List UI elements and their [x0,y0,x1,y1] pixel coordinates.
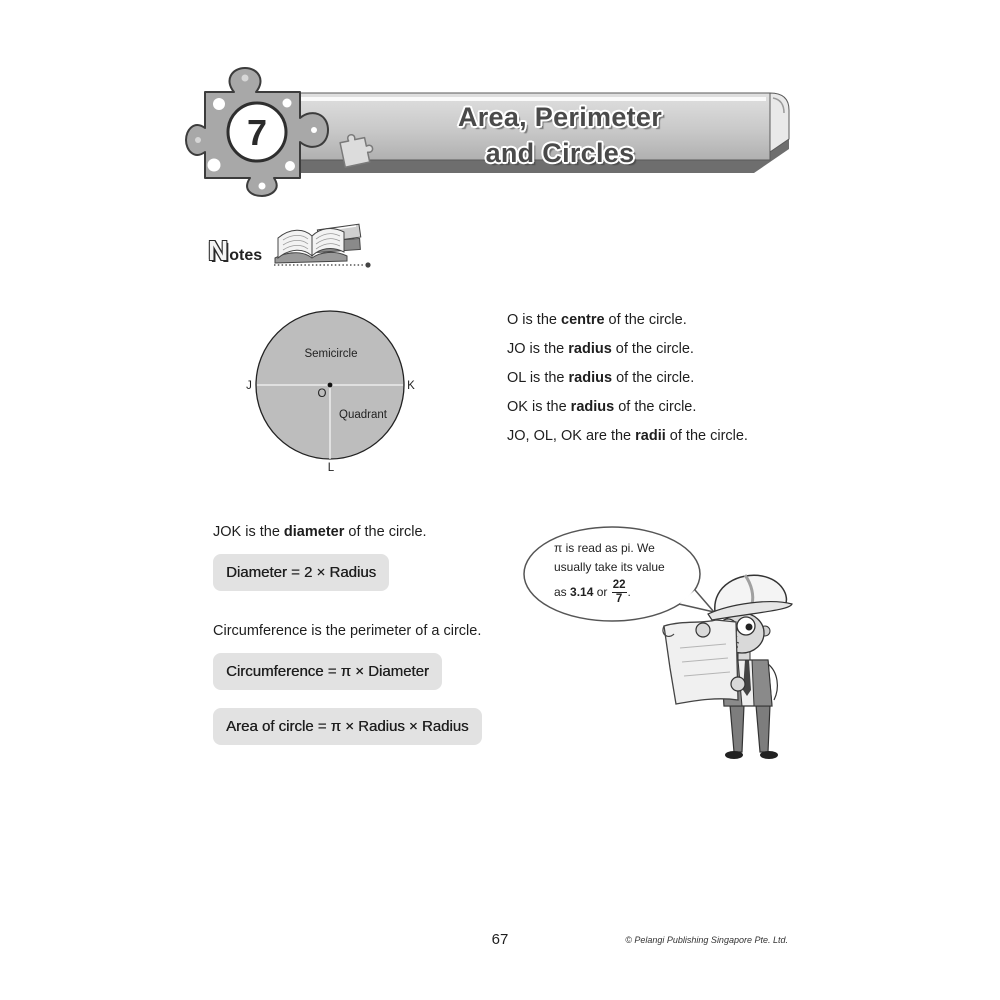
bubble-line-1: π is read as pi. We [554,541,655,555]
label-semicircle: Semicircle [304,348,358,360]
definition-term: radius [568,370,613,386]
bubble-line-3 [554,576,631,608]
centre-point [328,383,333,388]
bubble-text: or [593,585,611,599]
definition-term: centre [561,312,605,328]
note-text: JOK is the [213,524,284,540]
notes-heading: Notes [208,235,263,266]
definition-text: of the circle. [665,428,748,444]
chapter-number: 7 [246,112,268,153]
label-point-l: L [327,462,335,474]
puzzle-piece-icon [186,68,328,196]
note-term: diameter [283,524,345,540]
bubble-text: as [554,585,571,599]
definition-text: of the circle. [604,312,687,328]
chapter-title-line-1: Area, Perimeter [457,102,663,132]
definition-radius-jo [507,339,694,359]
definition-radius-ok [507,397,696,417]
definition-text: of the circle. [611,341,694,357]
page-number: 67 [491,931,509,948]
copyright-notice: © Pelangi Publishing Singapore Pte. Ltd. [625,935,788,945]
pi-value-fraction [612,579,627,606]
circumference-note: Circumference is the perimeter of a circle. [213,623,482,639]
definition-centre [507,310,687,330]
pi-value-decimal: 3.14 [570,585,594,599]
label-point-j: J [246,380,252,392]
definition-text: OK is the [507,399,571,415]
fraction-numerator: 22 [612,579,626,592]
circle-diagram [246,311,415,474]
note-text: of the circle. [344,524,427,540]
definition-text: of the circle. [614,399,697,415]
definition-term: radius [570,399,615,415]
definition-text: of the circle. [612,370,695,386]
definition-term: radius [568,341,612,357]
books-icon [275,224,361,263]
definition-radii [507,426,748,446]
formula-circumference: Circumference = π × Diameter [213,653,442,690]
diameter-note [213,522,427,542]
chapter-title-line-2: and Circles [485,138,635,168]
fraction-denominator: 7 [615,593,623,606]
bubble-line-2: usually take its value [554,560,665,574]
label-point-o: O [317,388,327,400]
definition-term: radii [635,428,666,444]
definition-text: JO, OL, OK are the [507,428,636,444]
formula-diameter: Diameter = 2 × Radius [213,554,389,591]
formula-area: Area of circle = π × Radius × Radius [213,708,482,745]
definition-text: OL is the [507,370,569,386]
notes-underline [274,262,371,267]
label-quadrant: Quadrant [339,409,387,421]
definition-radius-ol [507,368,694,388]
bubble-text: . [627,585,631,599]
label-point-k: K [407,380,415,392]
definition-text: JO is the [507,341,569,357]
definition-text: O is the [507,312,561,328]
